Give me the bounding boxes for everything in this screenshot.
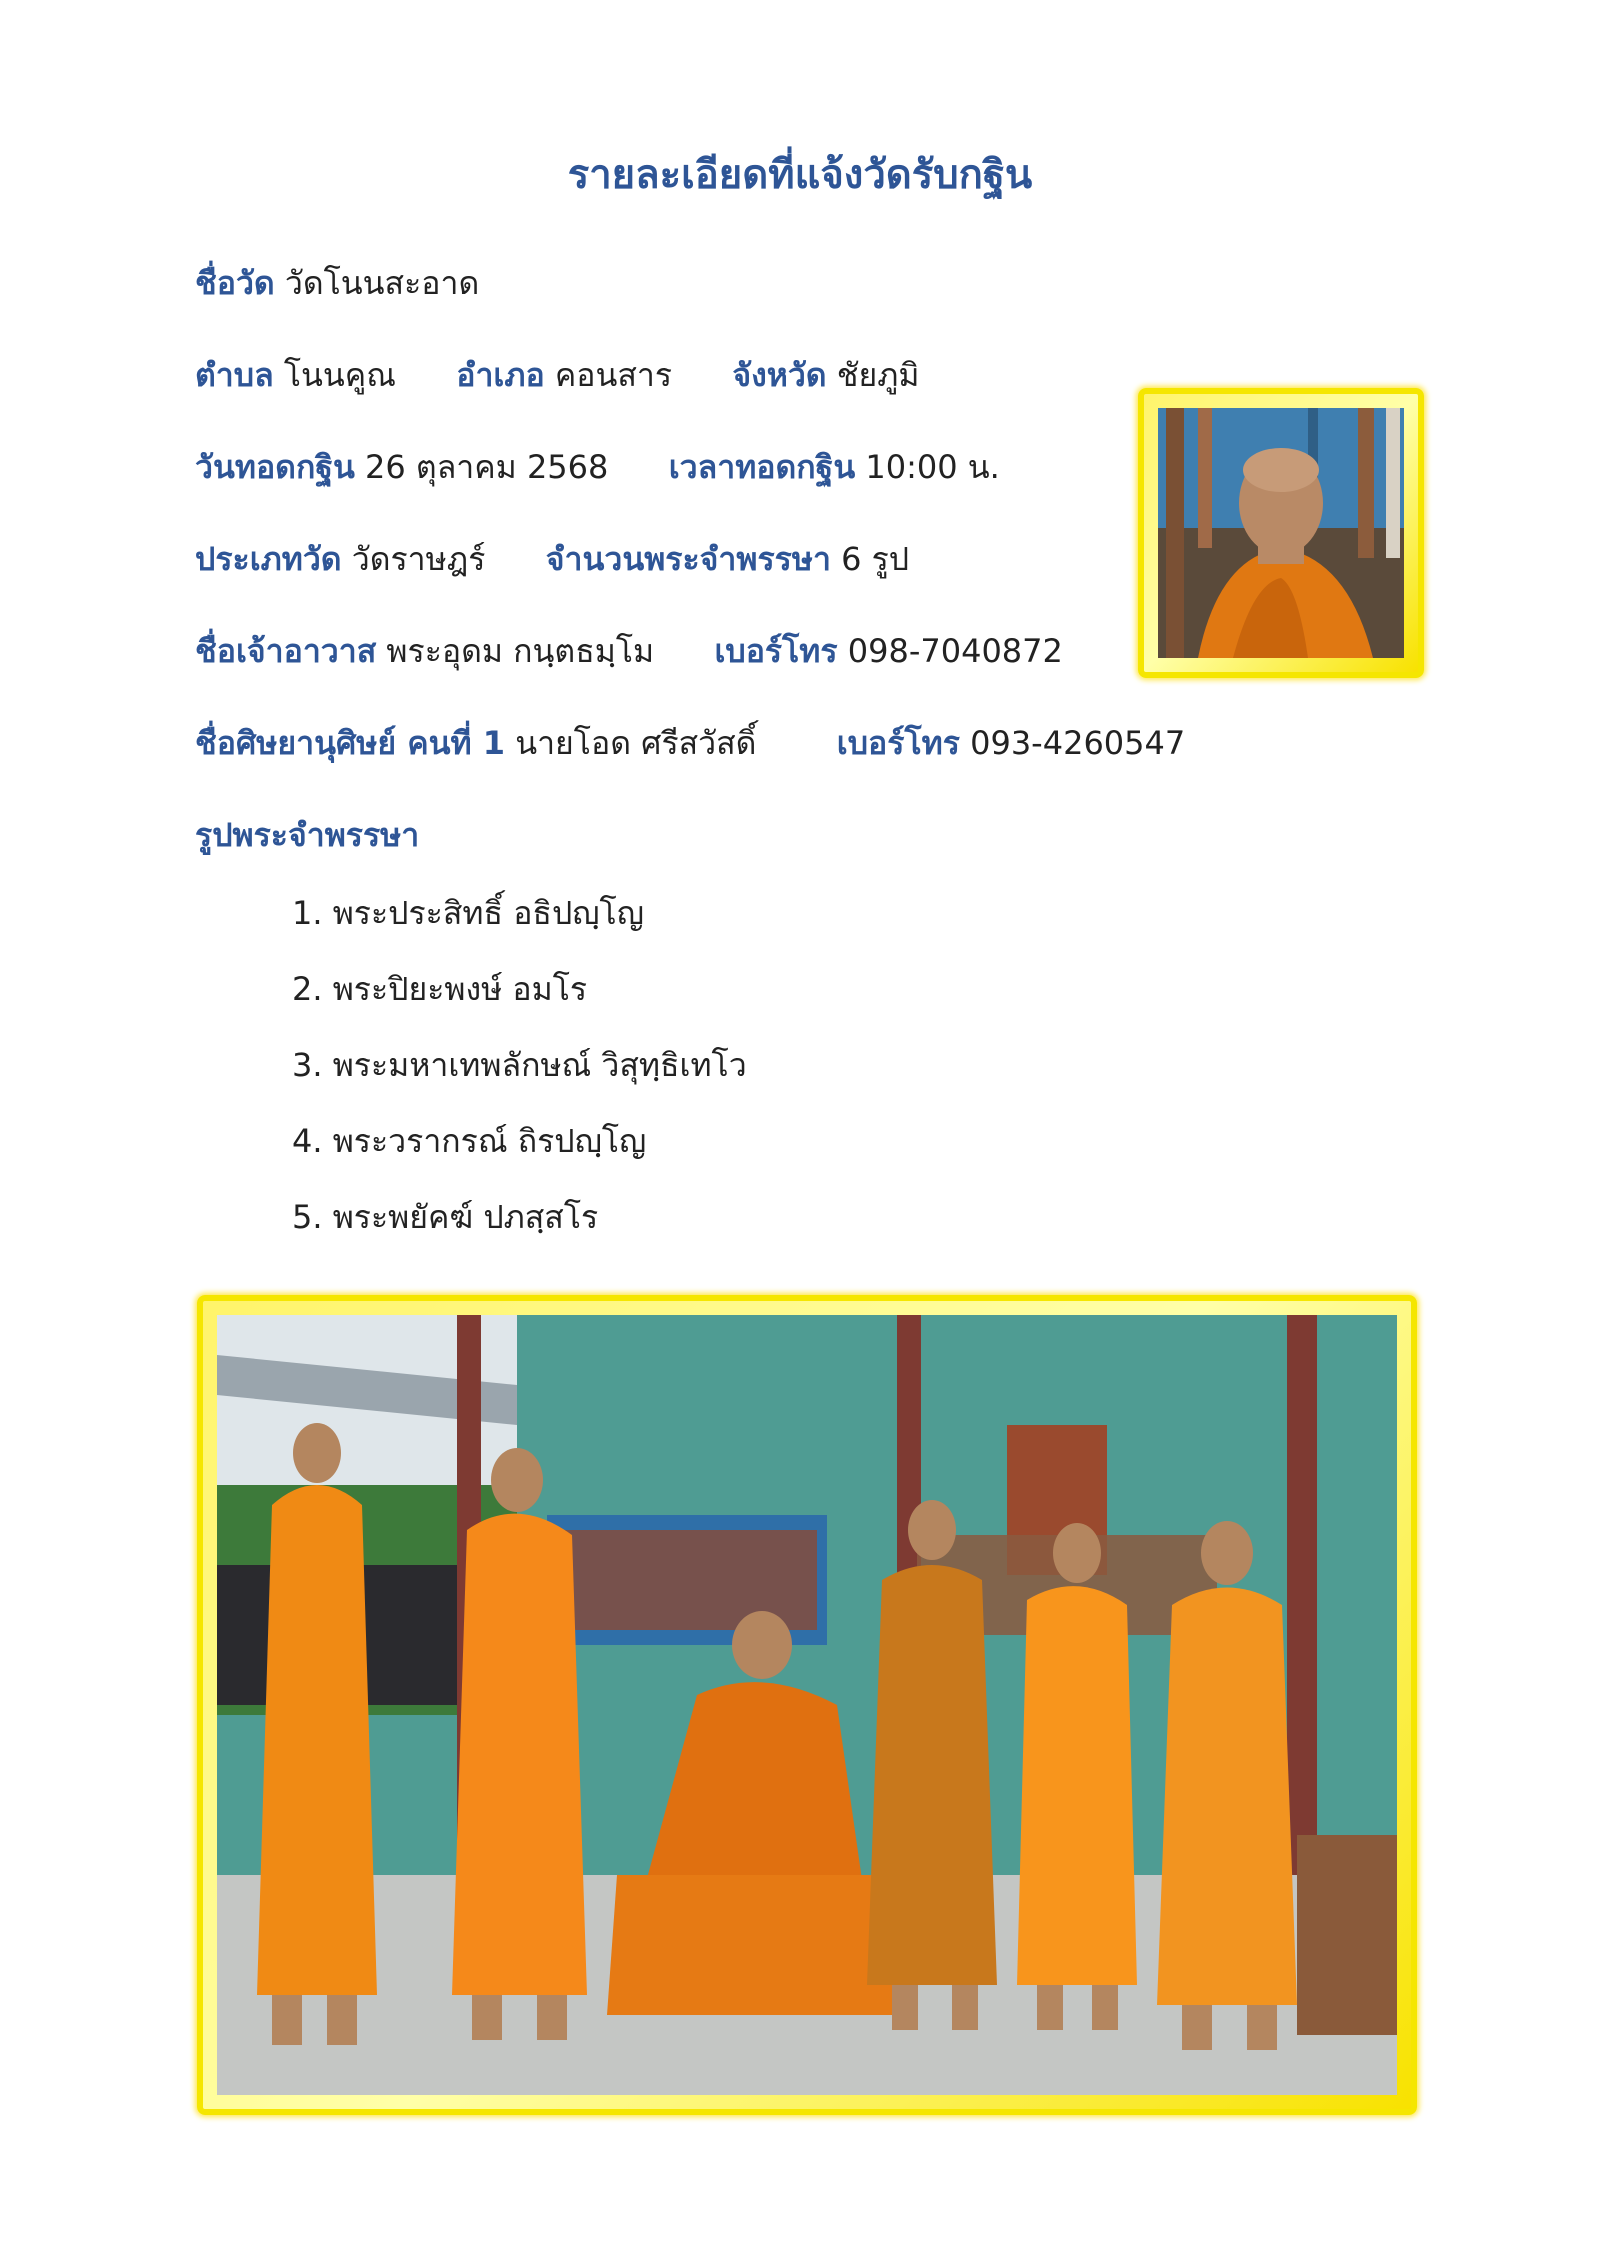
monks-count-label: จำนวนพระจำพรรษา	[545, 540, 831, 578]
monk-4	[867, 1500, 997, 2030]
list-item: 3. พระมหาเทพลักษณ์ วิสุทฺธิเทโว	[292, 1046, 747, 1084]
kathin-time: 10:00 น.	[865, 448, 1000, 486]
list-item: 1. พระประสิทธิ์ อธิปญฺโญ	[292, 894, 644, 932]
group-photo	[217, 1315, 1397, 2095]
district-label: อำเภอ	[456, 356, 545, 394]
subdistrict-label: ตำบล	[195, 356, 274, 394]
disciple-name-label: ชื่อศิษยานุศิษย์ คนที่ 1	[195, 724, 506, 762]
district: คอนสาร	[554, 356, 673, 394]
monks-count: 6 รูป	[841, 540, 910, 578]
resident-monks-list	[292, 885, 747, 1265]
subdistrict: โนนคูณ	[283, 356, 396, 394]
temple-name-row	[195, 258, 479, 309]
province: ชัยภูมิ	[836, 356, 920, 394]
monk-2	[452, 1448, 587, 2040]
abbot-phone: 098-7040872	[847, 632, 1063, 670]
temple-type: วัดราษฎร์	[351, 540, 486, 578]
group-photo-frame	[197, 1295, 1417, 2115]
kathin-date: 26 ตุลาคม 2568	[365, 448, 609, 486]
disciple-name: นายโอด ศรีสวัสดิ์	[515, 724, 757, 762]
temple-type-label: ประเภทวัด	[195, 540, 342, 578]
abbot-portrait-photo	[1158, 408, 1404, 658]
province-label: จังหวัด	[732, 356, 827, 394]
kathin-row	[195, 442, 1000, 493]
temple-info-row	[195, 534, 909, 585]
list-item: 4. พระวรากรณ์ ถิรปญฺโญ	[292, 1122, 647, 1160]
resident-monks-heading-row	[195, 810, 419, 861]
disciple-phone-label: เบอร์โทร	[836, 724, 960, 762]
abbot-portrait-frame	[1138, 388, 1424, 678]
kathin-time-label: เวลาทอดกฐิน	[668, 448, 856, 486]
temple-name-label: ชื่อวัด	[195, 264, 275, 302]
temple-name: วัดโนนสะอาด	[284, 264, 480, 302]
list-item: 5. พระพยัคฆ์ ปภสฺสโร	[292, 1198, 599, 1236]
location-row	[195, 350, 919, 401]
kathin-date-label: วันทอดกฐิน	[195, 448, 355, 486]
abbot-row	[195, 626, 1063, 677]
abbot-name-label: ชื่อเจ้าอาวาส	[195, 632, 377, 670]
disciple-phone: 093-4260547	[970, 724, 1186, 762]
abbot-phone-label: เบอร์โทร	[714, 632, 838, 670]
page-title: รายละเอียดที่แจ้งวัดรับกฐิน	[567, 152, 1033, 198]
resident-monks-heading: รูปพระจำพรรษา	[195, 816, 420, 854]
disciple-row	[195, 718, 1185, 769]
abbot-name: พระอุดม กนฺตธมฺโม	[386, 632, 655, 670]
monk-1	[257, 1423, 377, 2045]
list-item: 2. พระปิยะพงษ์ อมโร	[292, 970, 588, 1008]
